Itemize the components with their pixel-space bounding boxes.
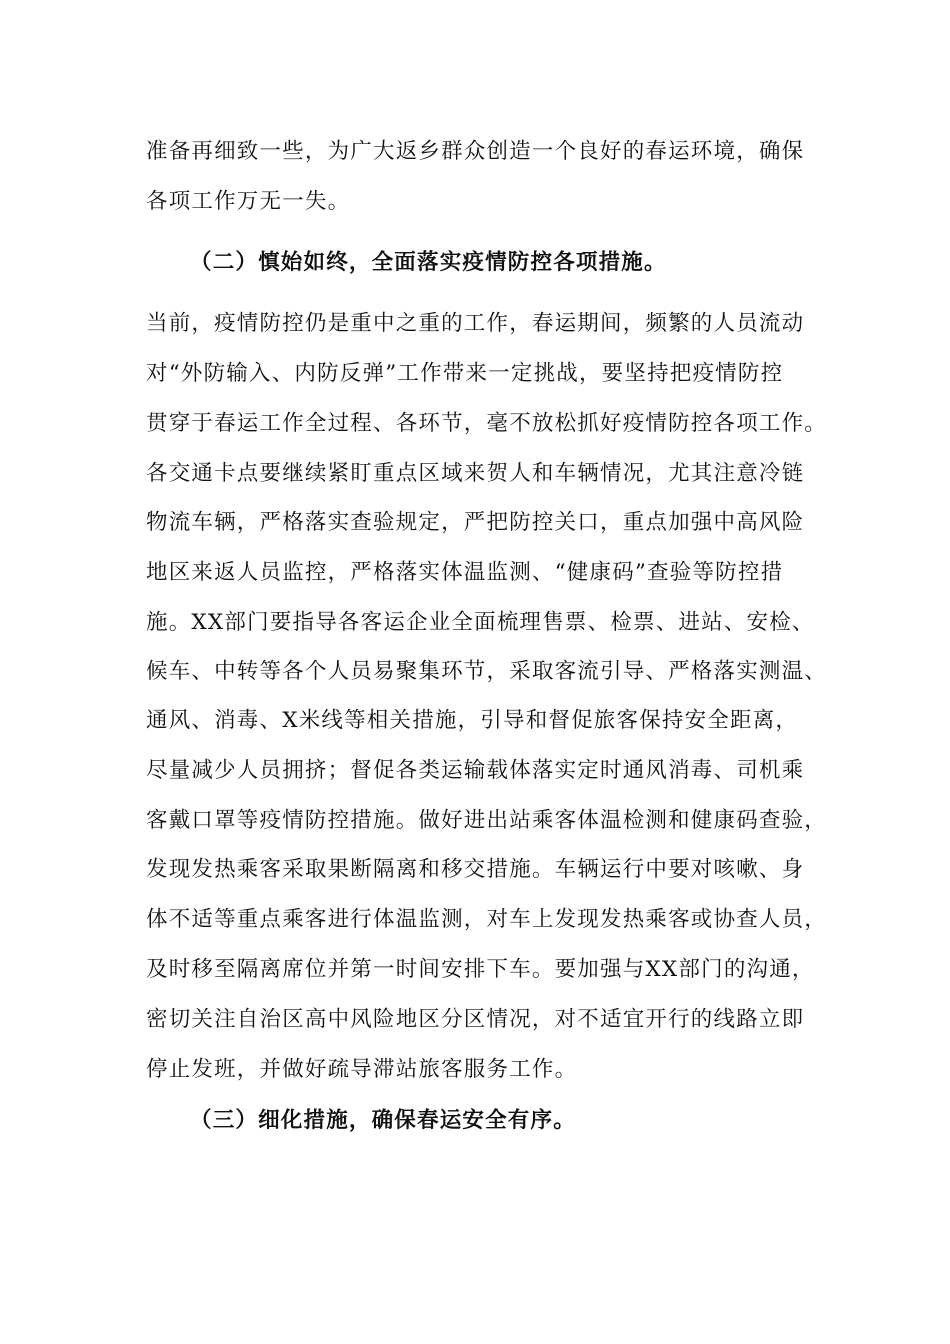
body-line-13: 体不适等重点乘客进行体温监测，对车上发现发热乘客或协查人员，: [146, 907, 828, 932]
body-line-7: 施。XX部门要指导各客运企业全面梳理售票、检票、进站、安检、: [146, 610, 815, 635]
intro-line-1: 准备再细致一些，为广大返乡群众创造一个良好的春运环境，确保: [146, 139, 805, 164]
body-line-4: 各交通卡点要继续紧盯重点区域来贺人和车辆情况，尤其注意冷链: [146, 461, 805, 486]
body-line-2: 对“外防输入、内防反弹”工作带来一定挑战，要坚持把疫情防控: [146, 361, 784, 386]
body-line-5: 物流车辆，严格落实查验规定，严把防控关口，重点加强中高风险: [146, 510, 805, 535]
body-line-9: 通风、消毒、X米线等相关措施，引导和督促旅客保持安全距离，: [146, 708, 799, 733]
section-2-heading: （二）慎始如终，全面落实疫情防控各项措施。: [190, 250, 667, 275]
section-3-heading: （三）细化措施，确保春运安全有序。: [190, 1108, 576, 1133]
intro-line-2: 各项工作万无一失。: [146, 189, 351, 214]
body-line-10: 尽量减少人员拥挤；督促各类运输载体落实定时通风消毒、司机乘: [146, 758, 805, 783]
body-line-14: 及时移至隔离席位并第一时间安排下车。要加强与XX部门的沟通，: [146, 957, 815, 982]
body-line-8: 候车、中转等各个人员易聚集环节，采取客流引导、严格落实测温、: [146, 659, 828, 684]
body-line-12: 发现发热乘客采取果断隔离和移交措施。车辆运行中要对咳嗽、身: [146, 857, 805, 882]
body-line-11: 客戴口罩等疫情防控措施。做好进出站乘客体温检测和健康码查验，: [146, 808, 828, 833]
body-line-1: 当前，疫情防控仍是重中之重的工作，春运期间，频繁的人员流动: [146, 311, 805, 336]
body-line-6: 地区来返人员监控，严格落实体温监测、“健康码”查验等防控措: [146, 560, 784, 585]
body-line-16: 停止发班，并做好疏导滞站旅客服务工作。: [146, 1057, 578, 1082]
body-line-3: 贯穿于春运工作全过程、各环节，毫不放松抓好疫情防控各项工作。: [146, 411, 828, 436]
body-line-15: 密切关注自治区高中风险地区分区情况，对不适宜开行的线路立即: [146, 1007, 805, 1032]
